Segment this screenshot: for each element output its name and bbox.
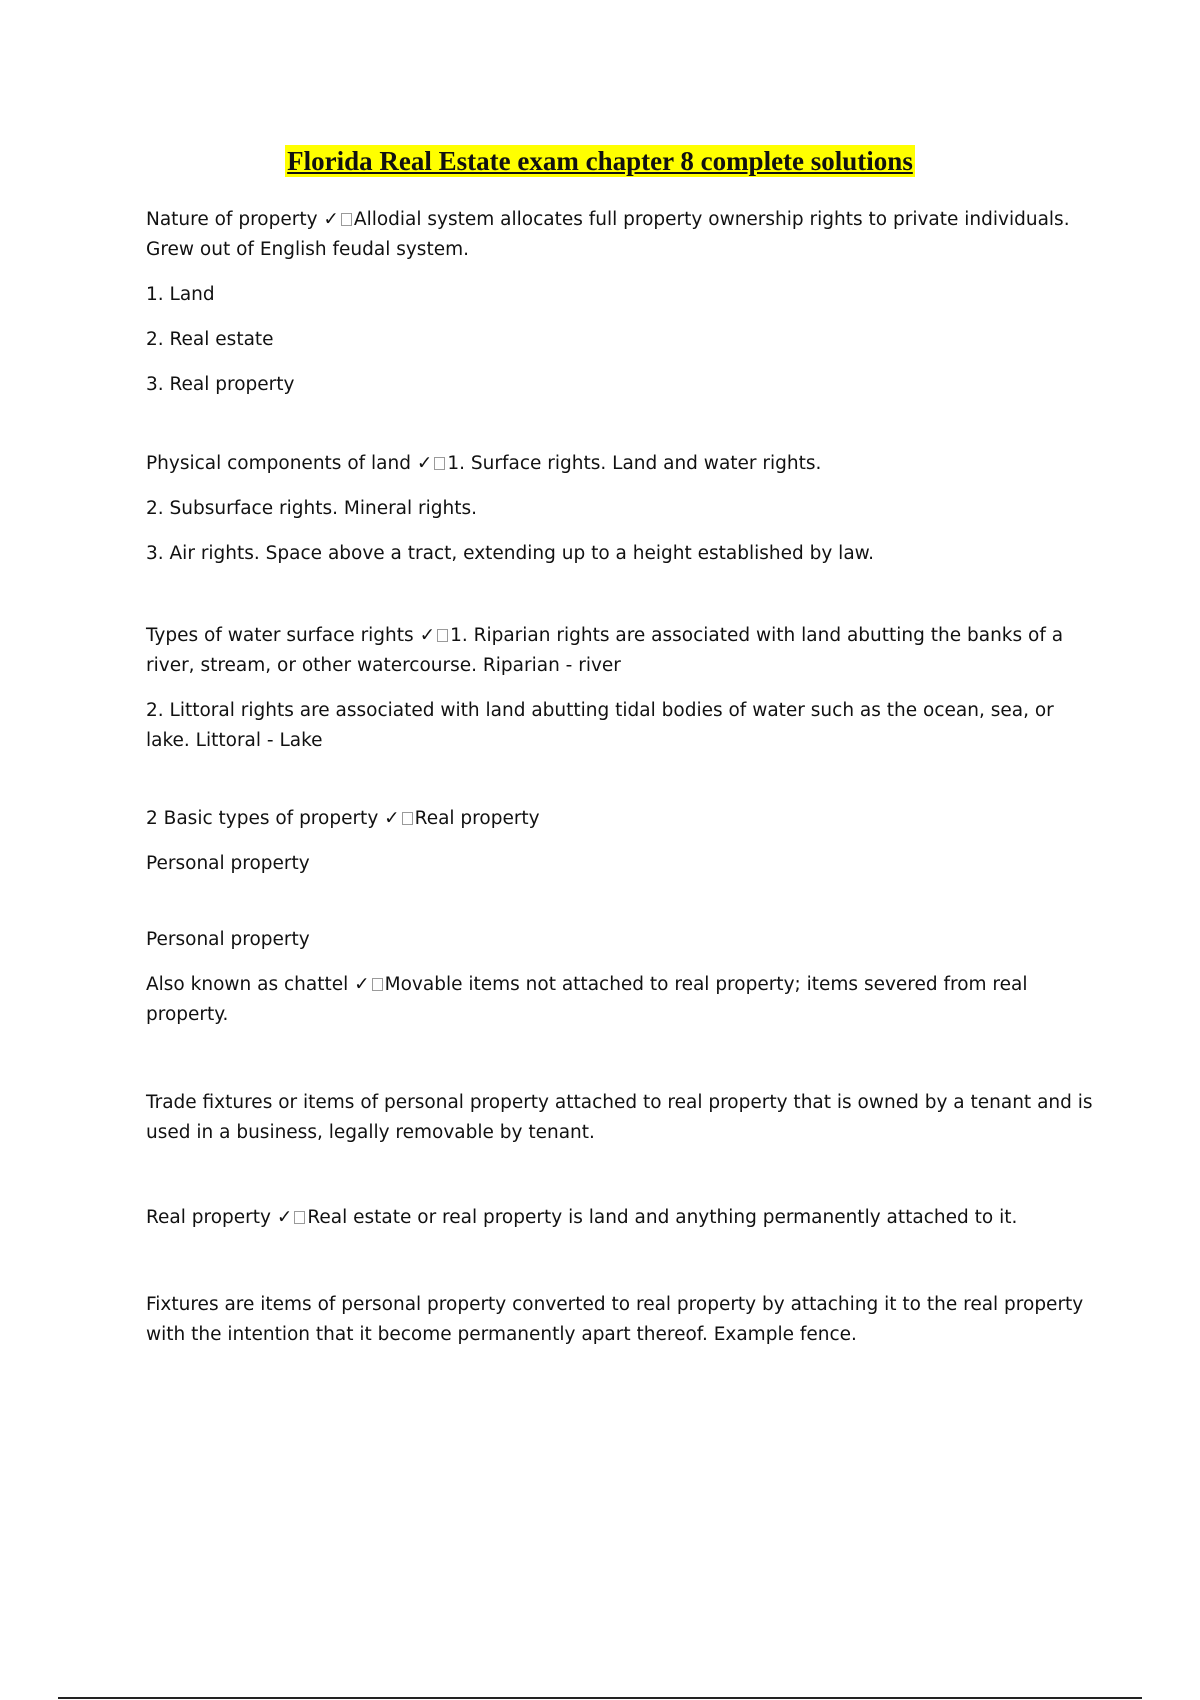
- section-heading: Personal property: [146, 929, 310, 950]
- missing-glyph-box-icon: [372, 978, 383, 991]
- check-icon: ✓: [419, 625, 436, 646]
- document-body: [146, 205, 1096, 1365]
- answer-text: Allodial system allocates full property ownership rights to private individuals. Grew out of English feudal system.: [146, 209, 1070, 260]
- list-item: Personal property: [146, 853, 310, 874]
- answer-text: Real property: [414, 808, 540, 829]
- answer-text: Movable items not attached to real property; items severed from real property.: [146, 974, 1028, 1025]
- check-icon: ✓: [384, 808, 400, 829]
- body-paragraph: Trade fixtures or items of personal property attached to real property that is owned by a tenant and is used in a business, legally removable by tenant.: [146, 1092, 1093, 1143]
- qa-paragraph: [146, 970, 1096, 1030]
- document-title: Florida Real Estate exam chapter 8 complete solutions: [287, 146, 913, 176]
- list-item: 2. Littoral rights are associated with land abutting tidal bodies of water such as the ocean, sea, or lake. Littoral - Lake: [146, 700, 1054, 751]
- check-icon: ✓: [276, 1207, 293, 1228]
- question-text: Real property: [146, 1207, 277, 1228]
- answer-text: 1. Surface rights. Land and water rights.: [447, 453, 822, 474]
- question-text: 2 Basic types of property: [146, 808, 385, 829]
- check-icon: ✓: [416, 453, 433, 474]
- missing-glyph-box-icon: [294, 1211, 305, 1224]
- answer-text: 1. Riparian rights are associated with land abutting the banks of a river, stream, or other watercourse. Riparian - river: [146, 625, 1064, 676]
- list-item: 2. Subsurface rights. Mineral rights.: [146, 498, 478, 519]
- qa-paragraph: [146, 449, 1096, 479]
- question-text: Types of water surface rights: [146, 625, 420, 646]
- qa-paragraph: [146, 804, 1096, 834]
- check-icon: ✓: [354, 974, 370, 995]
- missing-glyph-box-icon: [434, 457, 445, 470]
- list-item: 2. Real estate: [146, 329, 274, 350]
- footer-divider: [58, 1697, 1142, 1699]
- check-icon: ✓: [323, 209, 339, 230]
- list-item: 1. Land: [146, 284, 215, 305]
- missing-glyph-box-icon: [402, 812, 413, 825]
- missing-glyph-box-icon: [341, 213, 352, 226]
- body-paragraph: Fixtures are items of personal property converted to real property by attaching it to the real property with the intention that it become permanently apart thereof. Example fence.: [146, 1294, 1084, 1345]
- list-item: 3. Air rights. Space above a tract, extending up to a height established by law.: [146, 543, 874, 564]
- list-item: 3. Real property: [146, 374, 295, 395]
- qa-paragraph: [146, 621, 1096, 681]
- question-text: Physical components of land: [146, 453, 417, 474]
- question-text: Also known as chattel: [146, 974, 355, 995]
- qa-paragraph: [146, 1203, 1096, 1233]
- question-text: Nature of property: [146, 209, 324, 230]
- qa-paragraph: [146, 205, 1096, 265]
- missing-glyph-box-icon: [437, 629, 448, 642]
- title-container: [0, 145, 1200, 177]
- answer-text: Real estate or real property is land and anything permanently attached to it.: [307, 1207, 1018, 1228]
